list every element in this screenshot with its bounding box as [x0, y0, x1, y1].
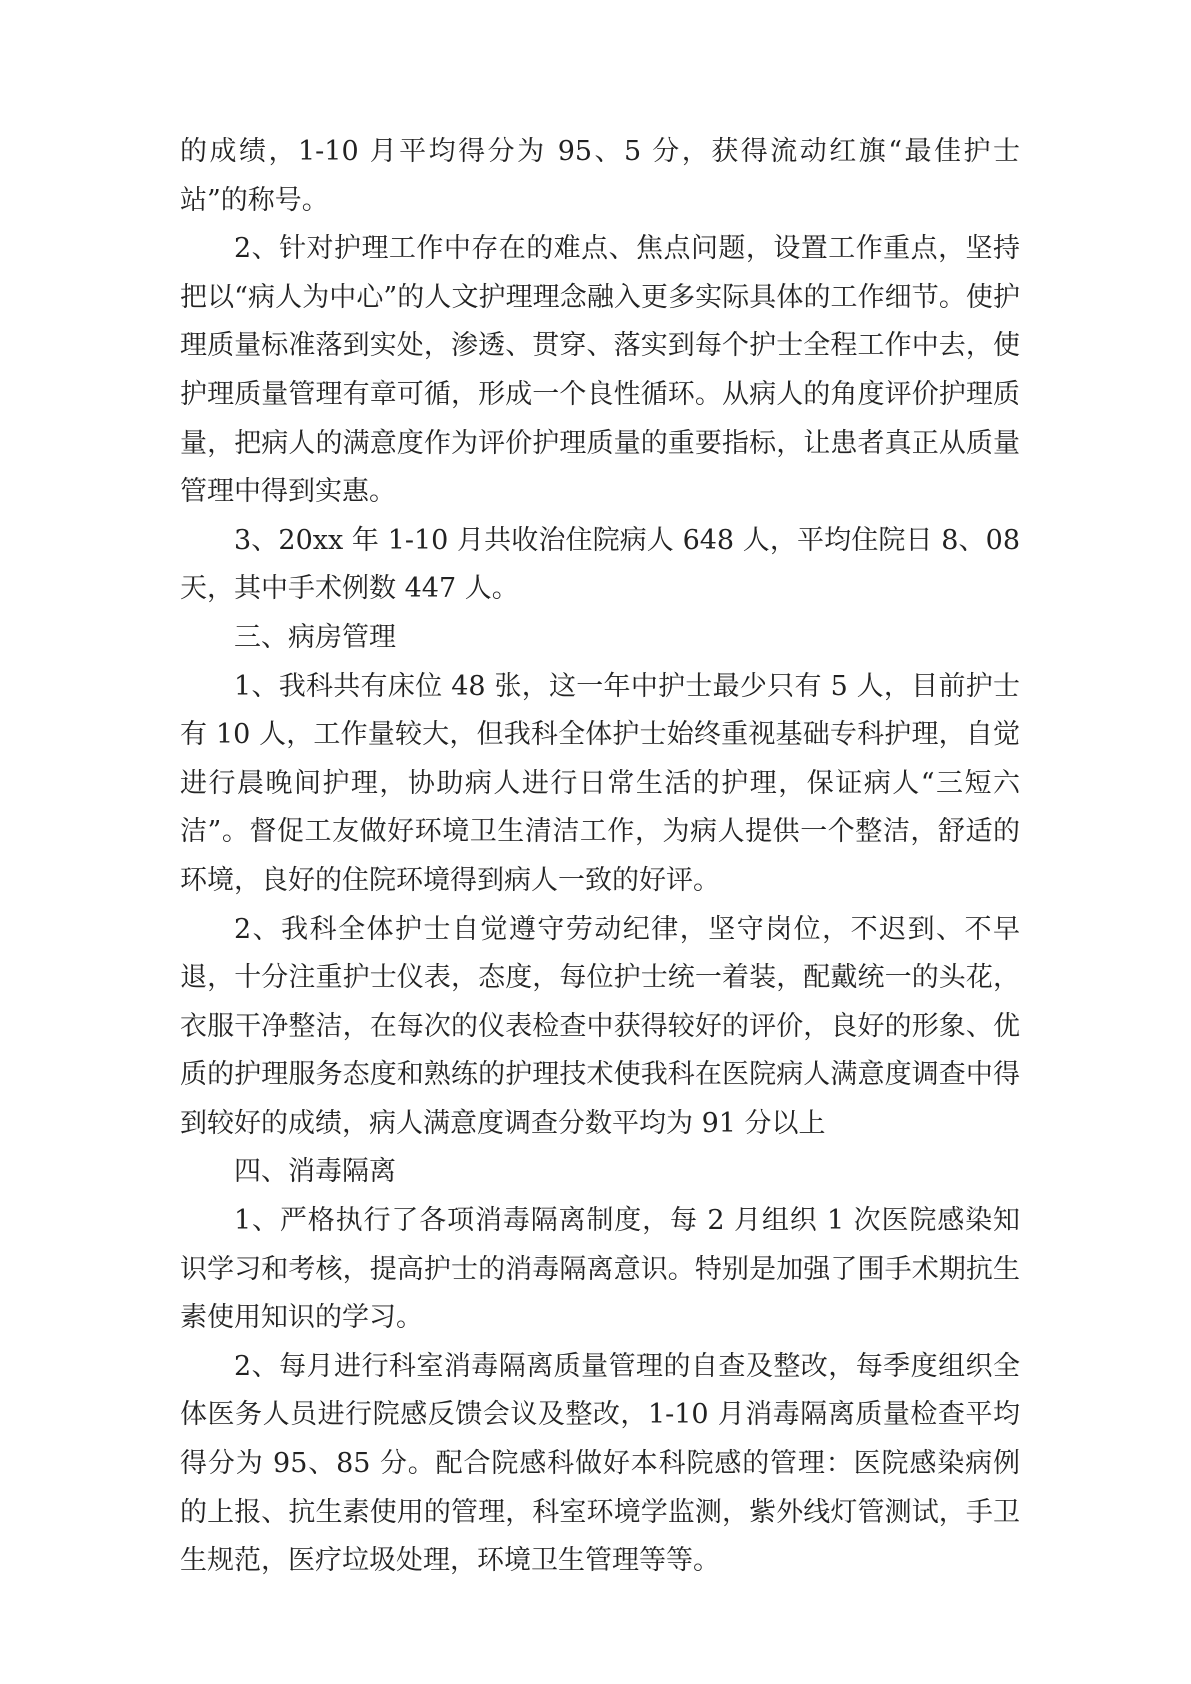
- section-heading-ward-management: 三、病房管理: [234, 621, 396, 653]
- section-heading-disinfection: 四、消毒隔离: [234, 1156, 396, 1188]
- paragraph-disinfection-quality: 2、每月进行科室消毒隔离质量管理的自查及整改，每季度组织全体医务人员进行院感反馈会议及整改，1-10 月消毒隔离质量检查平均得分为 95、85 分。配合院感科做好本科院感的管理：医院感染病例的上报、抗生素使用的管理，科室环境学监测，紫外线灯管测试，手卫生规范，医疗垃圾处理，环境卫生管理等等。: [180, 1350, 1020, 1577]
- paragraph-admission-stats: 3、20xx 年 1-10 月共收治住院病人 648 人，平均住院日 8、08 天，其中手术例数 447 人。: [180, 524, 1020, 605]
- document-body: [180, 128, 1020, 1586]
- paragraph-nursing-quality: 2、针对护理工作中存在的难点、焦点问题，设置工作重点，坚持把以“病人为中心”的人文护理理念融入更多实际具体的工作细节。使护理质量标准落到实处，渗透、贯穿、落实到每个护士全程工作中去，使护理质量管理有章可循，形成一个良性循环。从病人的角度评价护理质量，把病人的满意度作为评价护理质量的重要指标，让患者真正从质量管理中得到实惠。: [180, 233, 1020, 508]
- paragraph-disinfection-system: 1、严格执行了各项消毒隔离制度，每 2 月组织 1 次医院感染知识学习和考核，提高护士的消毒隔离意识。特别是加强了围手术期抗生素使用知识的学习。: [180, 1205, 1020, 1334]
- paragraph-ward-beds: 1、我科共有床位 48 张，这一年中护士最少只有 5 人，目前护士有 10 人，工作量较大，但我科全体护士始终重视基础专科护理，自觉进行晨晚间护理，协助病人进行日常生活的护理，保证病人“三短六洁”。督促工友做好环境卫生清洁工作，为病人提供一个整洁，舒适的环境，良好的住院环境得到病人一致的好评。: [180, 670, 1020, 896]
- paragraph-continuation: 的成绩，1-10 月平均得分为 95、5 分，获得流动红旗“最佳护士站”的称号。: [180, 136, 1020, 216]
- paragraph-discipline: 2、我科全体护士自觉遵守劳动纪律，坚守岗位，不迟到、不早退，十分注重护士仪表，态度，每位护士统一着装，配戴统一的头花，衣服干净整洁，在每次的仪表检查中获得较好的评价，良好的形象、优质的护理服务态度和熟练的护理技术使我科在医院病人满意度调查中得到较好的成绩，病人满意度调查分数平均为 91 分以上: [180, 913, 1020, 1139]
